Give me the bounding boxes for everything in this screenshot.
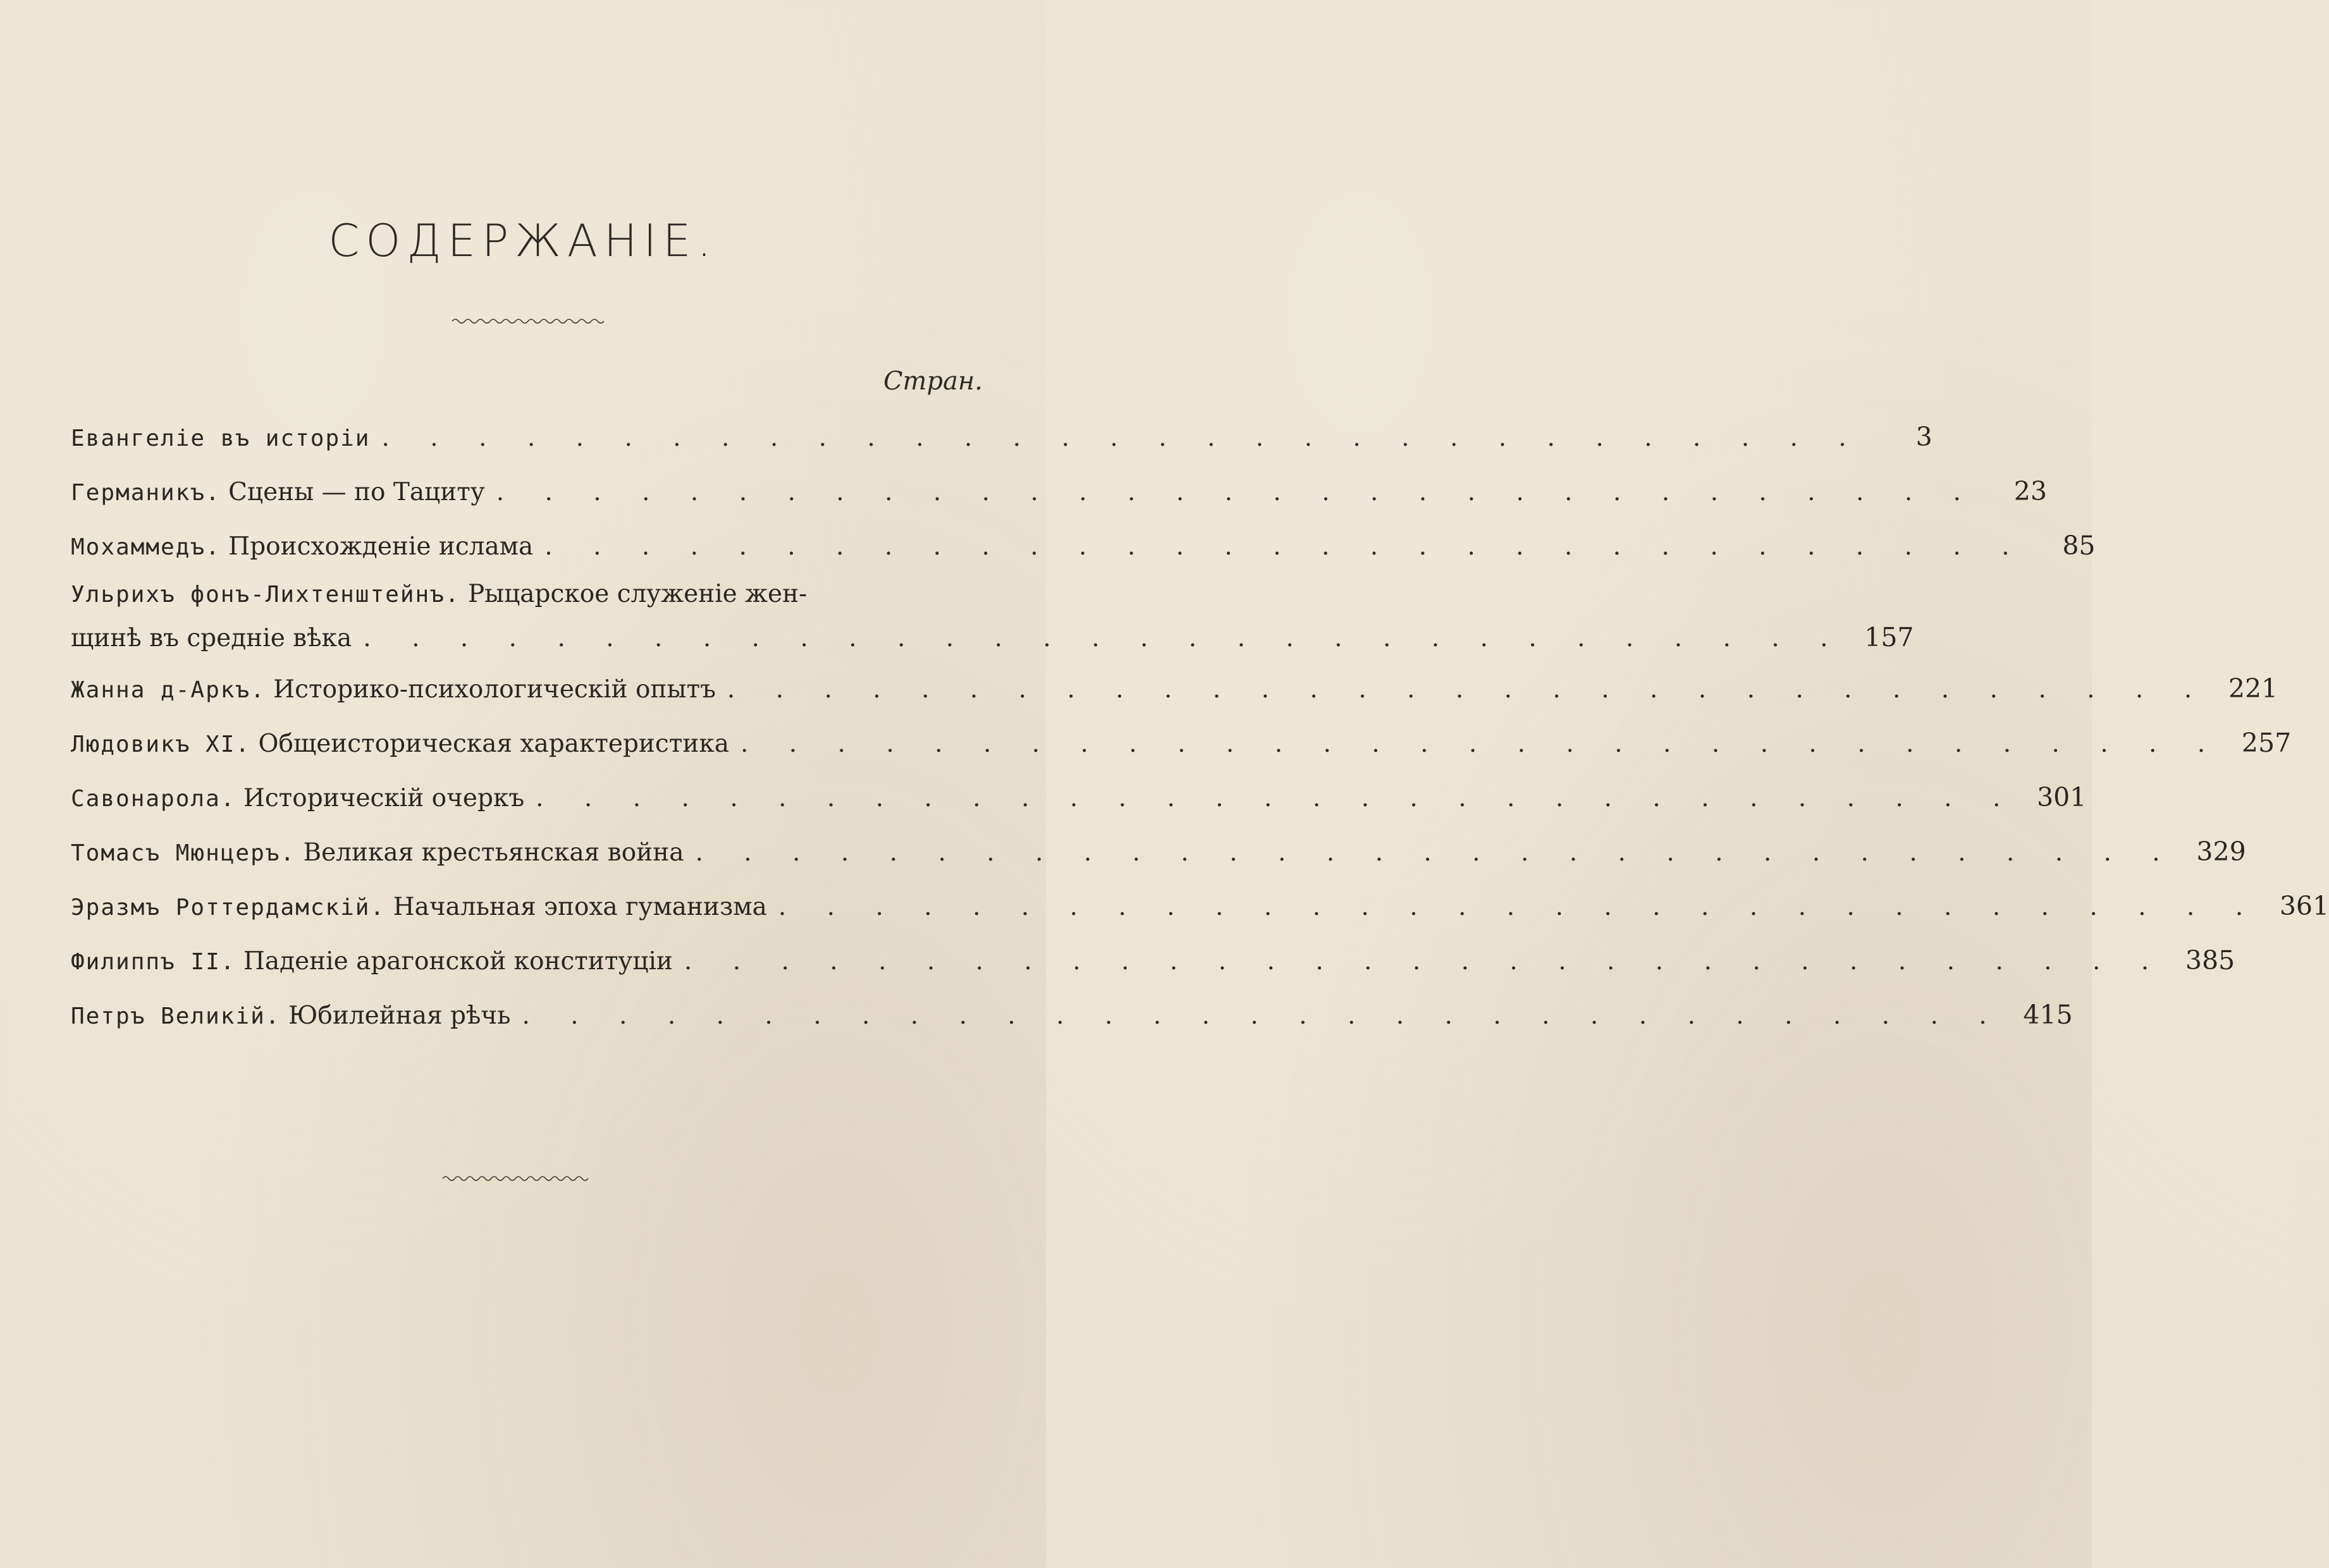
toc-entry-page: 361 — [2279, 891, 2329, 921]
toc-entry-page: 221 — [2228, 673, 2278, 704]
toc-entry — [71, 988, 2073, 1042]
dot-leader: . . . . . . . . . . . . . . . . . . . . . . . . . . . . . . . — [544, 532, 2026, 561]
toc-entry-page: 257 — [2241, 728, 2292, 758]
dot-leader: . . . . . . . . . . . . . . . . . . . . . . . . . . . . . . . — [695, 838, 2177, 867]
toc-entry — [71, 661, 2278, 716]
page-column-header: Стран. — [883, 367, 983, 396]
toc-entry-name: Томасъ Мюнцеръ. — [71, 840, 296, 866]
toc-entry — [71, 573, 1914, 661]
toc-entry-page: 23 — [2013, 476, 2047, 506]
dot-leader: . . . . . . . . . . . . . . . . . . . . . . . . . . . . . . . — [381, 424, 1863, 452]
toc-entry — [71, 410, 1933, 464]
dot-leader: . . . . . . . . . . . . . . . . . . . . . . . . . . . . . . . — [496, 478, 1977, 506]
toc-entry-name: Ульрихъ фонъ-Лихтенштейнъ. — [71, 582, 460, 608]
toc-entry-subtitle: Сцены — по Тациту — [228, 478, 485, 506]
toc-entry-subtitle-continued: щинѣ въ средніе вѣка — [71, 624, 352, 652]
toc-entry-page: 415 — [2023, 1000, 2073, 1030]
toc-entry-page: 3 — [1915, 422, 1933, 452]
toc-entry-subtitle: Паденіе арагонской конституціи — [243, 947, 673, 976]
toc-entry-name: Евангеліе въ исторіи — [71, 426, 371, 451]
toc-entry-name: Эразмъ Роттердамскій. — [71, 895, 386, 921]
toc-entry-subtitle: Происхожденіе ислама — [228, 532, 534, 561]
toc-entry-subtitle: Историко-психологическій опытъ — [273, 675, 716, 704]
table-of-contents — [71, 410, 2329, 1042]
dot-leader: . . . . . . . . . . . . . . . . . . . . . . . . . . . . . . . — [727, 675, 2209, 704]
toc-entry-page: 157 — [1864, 622, 1914, 652]
toc-entry-subtitle: Юбилейная рѣчь — [288, 1001, 511, 1030]
toc-entry-subtitle: Общеисторическая характеристика — [258, 730, 729, 758]
toc-entry — [71, 824, 2246, 879]
toc-entry-subtitle: Начальная эпоха гуманизма — [393, 893, 767, 921]
toc-entry — [71, 464, 2047, 518]
toc-entry — [71, 933, 2235, 988]
ornament-divider-top — [452, 316, 604, 326]
toc-entry-subtitle: Историческій очеркъ — [243, 784, 525, 812]
toc-entry-name: Филиппъ II. — [71, 949, 236, 975]
toc-entry-page: 385 — [2185, 945, 2235, 976]
toc-entry-name: Мохаммедъ. — [71, 534, 221, 560]
toc-entry-page: 301 — [2037, 782, 2087, 812]
toc-entry-page: 85 — [2062, 530, 2096, 561]
toc-entry-name: Жанна д-Аркъ. — [71, 677, 266, 703]
dot-leader: . . . . . . . . . . . . . . . . . . . . . . . . . . . . . . . — [522, 1001, 2003, 1030]
toc-entry — [71, 716, 2292, 770]
toc-entry-name: Людовикъ XI. — [71, 732, 251, 757]
toc-entry-subtitle: Рыцарское служеніе жен- — [467, 580, 808, 608]
toc-entry-name: Германикъ. — [71, 480, 221, 506]
dot-leader: . . . . . . . . . . . . . . . . . . . . . . . . . . . . . . . — [778, 893, 2260, 921]
ornament-divider-bottom — [443, 1173, 588, 1184]
dot-leader: . . . . . . . . . . . . . . . . . . . . . . . . . . . . . . . — [536, 784, 2017, 812]
toc-entry — [71, 879, 2329, 933]
toc-entry-name: Савонарола. — [71, 786, 236, 812]
toc-entry — [71, 518, 2096, 573]
dot-leader: . . . . . . . . . . . . . . . . . . . . . . . . . . . . . . . — [740, 730, 2222, 758]
toc-entry-subtitle: Великая крестьянская война — [303, 838, 684, 867]
page-title: СОДЕРЖАНІЕ. — [328, 215, 718, 267]
dot-leader: . . . . . . . . . . . . . . . . . . . . . . . . . . . . . . . — [684, 947, 2166, 976]
toc-entry-page: 329 — [2196, 836, 2246, 867]
dot-leader: . . . . . . . . . . . . . . . . . . . . . . . . . . . . . . . — [363, 624, 1845, 652]
toc-entry — [71, 770, 2087, 824]
toc-entry-name: Петръ Великій. — [71, 1003, 281, 1029]
